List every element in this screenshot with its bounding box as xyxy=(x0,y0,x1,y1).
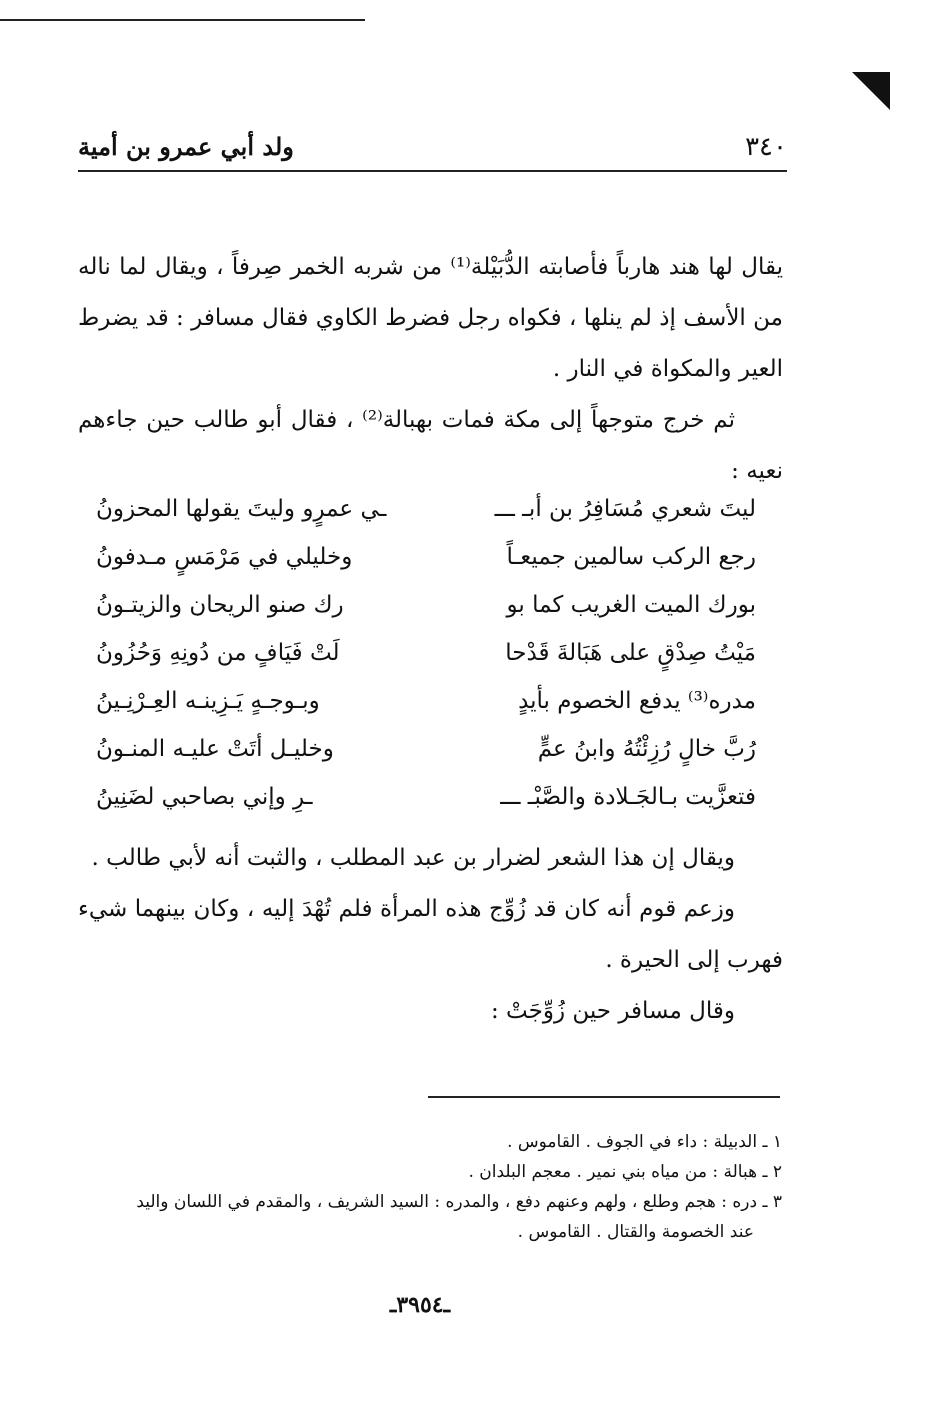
verse xyxy=(96,538,756,586)
verse xyxy=(96,490,756,538)
second-hemistich: لَتْ فَيَافٍ من دُونِهِ وَحُزُونُ xyxy=(96,640,340,666)
footnote: ٣ ـ دره : هجم وطلع ، ولهم وعنهم دفع ، والمدره : السيد الشريف ، والمقدم في اللسان واليد xyxy=(136,1192,782,1212)
verse xyxy=(96,778,756,826)
footnote-rule xyxy=(428,1096,780,1098)
second-hemistich: ـي عمرٍو وليتَ يقولها المحزونُ xyxy=(96,496,387,522)
paragraph: وزعم قوم أنه كان قد زُوِّج هذه المرأة فلم تُهْدَ إليه ، وكان بينهما شيء فهرب إلى الحيرة . xyxy=(78,896,783,973)
paragraph: يقال لها هند هارباً فأصابته الدُّبَيْلة⁽¹⁾ من شربه الخمر صِرفاً ، ويقال لما ناله من الأسف إذ لم ينلها ، فكواه رجل فضرط الكاوي فقال مسافر : قد يضرط العير والمكواة في النار . xyxy=(78,254,783,382)
first-hemistich: رجع الركب سالمين جميعـاً xyxy=(506,544,756,570)
verse xyxy=(96,586,756,634)
top-rule xyxy=(0,19,365,21)
paragraph: ثم خرج متوجهاً إلى مكة فمات بهبالة⁽²⁾ ، فقال أبو طالب حين جاءهم نعيه : xyxy=(78,407,783,484)
verse xyxy=(96,634,756,682)
verse xyxy=(96,682,756,730)
paragraph: ويقال إن هذا الشعر لضرار بن عبد المطلب ، والثبت أنه لأبي طالب . xyxy=(91,845,735,871)
second-hemistich: ـرِ وإني بصاحبي لضَنِينُ xyxy=(96,784,313,810)
footnote: ٢ ـ هبالة : من مياه بني نمير . معجم البلدان . xyxy=(468,1162,782,1182)
first-hemistich: ليتَ شعري مُسَافِرُ بن أبـ ـــ xyxy=(494,496,756,522)
first-hemistich: رُبَّ خالٍ رُزِئْتُهُ وابنُ عمٍّ xyxy=(537,736,756,762)
footnotes xyxy=(70,1127,782,1247)
header-rule xyxy=(78,170,787,172)
first-hemistich: فتعزَّيت بـالجَـلادة والصَّبْـ ـــ xyxy=(500,784,756,810)
first-hemistich: بورك الميت الغريب كما بو xyxy=(506,592,756,618)
poem xyxy=(96,490,756,826)
page-number: ٣٤٠ xyxy=(745,132,787,162)
page-header xyxy=(78,128,787,172)
main-text xyxy=(78,242,783,497)
second-hemistich: وخليلي في مَرْمَسٍ مـدفونُ xyxy=(96,544,353,570)
corner-triangle-mark xyxy=(852,72,890,110)
verse xyxy=(96,730,756,778)
first-hemistich: مدره⁽³⁾ يدفع الخصوم بأيدٍ xyxy=(518,688,756,714)
second-hemistich: وبـوجـهٍ يَـزِينـه العِـرْنِـينُ xyxy=(96,688,320,714)
first-hemistich: مَيْتُ صِدْقٍ على هَبَالةَ قَدْحا xyxy=(505,640,756,666)
footnote-continuation: عند الخصومة والقتال . القاموس . xyxy=(517,1222,754,1242)
paragraph: وقال مسافر حين زُوِّجَتْ : xyxy=(490,998,735,1024)
footnote: ١ ـ الدبيلة : داء في الجوف . القاموس . xyxy=(507,1132,782,1152)
second-hemistich: رك صنو الريحان والزيتـونُ xyxy=(96,592,344,618)
folio-number: ـ٣٩٥٤ـ xyxy=(389,1292,451,1318)
second-hemistich: وخليـل أتَتْ عليـه المنـونُ xyxy=(96,736,334,762)
running-title: ولد أبي عمرو بن أمية xyxy=(78,132,294,161)
main-text-continued xyxy=(78,833,783,1037)
